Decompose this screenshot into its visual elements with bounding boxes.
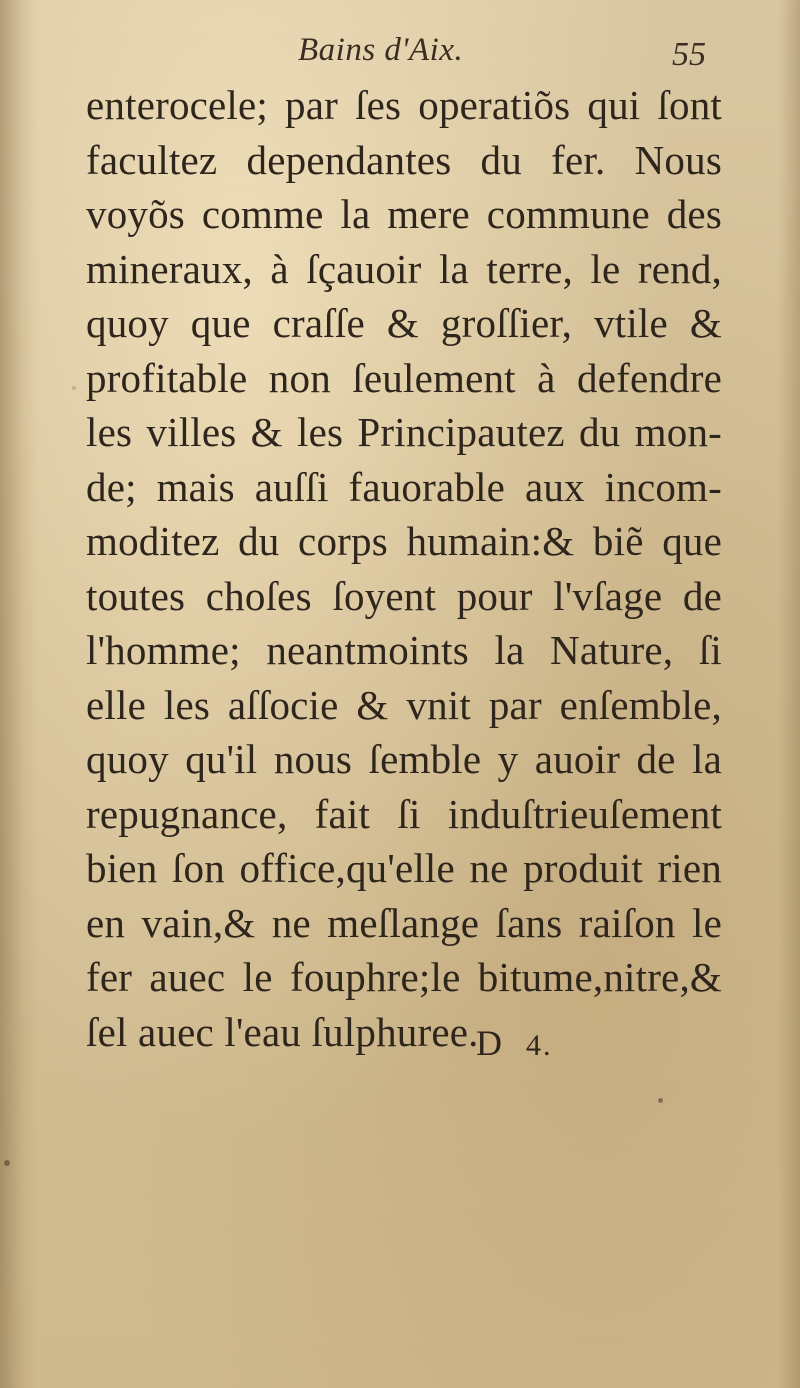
text-line: profitable non ſeulement à defendre: [86, 354, 722, 401]
body-text: [86, 78, 722, 1059]
text-line: toutes choſes ſoyent pour l'vſage de: [86, 572, 722, 619]
page-edge-shadow: [778, 0, 800, 1388]
signature-mark: [476, 1022, 553, 1064]
text-line: enterocele; par ſes operatiõs qui ſont: [86, 82, 722, 128]
running-title: Bains d'Aix.: [298, 32, 464, 68]
text-line: voyõs comme la mere commune des: [86, 191, 722, 237]
text-line: quoy que craſſe & groſſier, vtile &: [86, 300, 722, 346]
binding-shadow: [0, 0, 38, 1388]
text-line: elle les aſſocie & vnit par enſemble,: [86, 681, 722, 728]
ink-speck: [72, 386, 76, 390]
text-line: mineraux, à ſçauoir la terre, le rend,: [86, 245, 722, 292]
ink-speck: [658, 1098, 663, 1103]
text-line: bien ſon office,qu'elle ne produit rien: [86, 845, 722, 891]
show-through-texture: [90, 1022, 730, 1048]
text-line: les villes & les Principautez du mon-: [86, 409, 722, 455]
text-line: de; mais auſſi fauorable aux incom-: [86, 463, 722, 510]
signature-letter: D: [476, 1023, 504, 1063]
page-header: [0, 32, 800, 82]
text-line: facultez dependantes du fer. Nous: [86, 136, 722, 183]
text-line: l'homme; neantmoints la Nature, ſi: [86, 627, 722, 673]
text-line: fer auec le fouphre;le bitume,nitre,&: [86, 954, 722, 1000]
page-number: 55: [672, 36, 706, 73]
text-line-last: ſel auec l'eau ſulphuree.: [86, 1008, 479, 1055]
ink-speck: [4, 1160, 10, 1166]
text-line: quoy qu'il nous ſemble y auoir de la: [86, 736, 722, 782]
text-line: repugnance, fait ſi induſtrieuſement: [86, 790, 722, 837]
text-line: en vain,& ne meſlange ſans raiſon le: [86, 899, 722, 946]
text-line: moditez du corps humain:& biẽ que: [86, 518, 722, 564]
signature-number: 4.: [526, 1029, 553, 1062]
